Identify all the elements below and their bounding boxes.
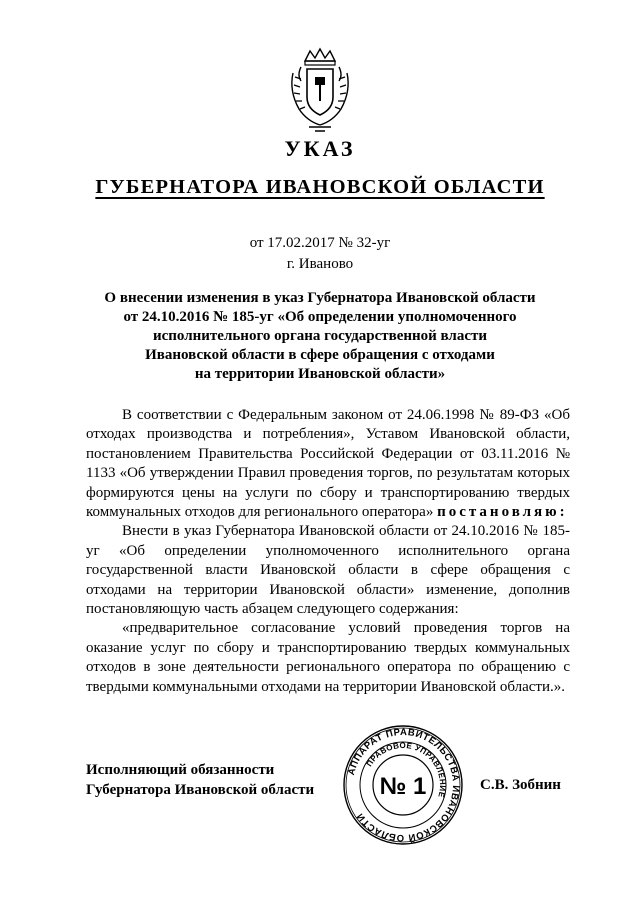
document-issuer: ГУБЕРНАТОРА ИВАНОВСКОЙ ОБЛАСТИ [95,176,545,198]
paragraph-preamble [86,406,570,522]
subject-line: исполнительного органа государственной власти [152,328,488,344]
document-body [86,406,570,697]
paragraph-amendment: Внести в указ Губернатора Ивановской области от 24.10.2016 № 185-уг «Об определении уполномоченного исполнительного органа государственной власти Ивановской области в сфере обращения с отходами на территории Ивановской области» изменение, дополнив постановляющую часть абзацем следующего содержания: [86,523,570,618]
subject-line: от 24.10.2016 № 185-уг «Об определении уполномоченного [123,309,517,325]
coat-of-arms-icon [285,47,355,133]
position-line: Исполняющий обязанности [86,762,275,778]
signatory-name: С.В. Зобнин [480,777,561,793]
official-stamp [342,724,464,846]
signatory-position [86,760,346,800]
city: г. Иваново [286,256,354,272]
subject-line: на территории Ивановской области» [194,366,446,382]
paragraph-quote: «предварительное согласование условий проведения торгов на оказание услуг по сбору и транспортированию твердых коммунальных отходов в зоне деятельности регионального оператора по обращению с твердыми коммунальными отходами на территории Ивановской области.». [86,620,570,695]
decree-word: постановляю: [437,504,568,521]
document-title: УКАЗ [284,136,356,161]
subject-heading [90,289,550,384]
date-number: от 17.02.2017 № 32-уг [249,235,391,251]
stamp-outer-text: АППАРАТ ПРАВИТЕЛЬСТВА ИВАНОВСКОЙ ОБЛАСТИ [346,726,462,844]
stamp-inner-text: ПРАВОВОЕ УПРАВЛЕНИЕ [364,740,448,799]
subject-line: Ивановской области в сфере обращения с отходами [145,347,495,363]
stamp-number: № 1 [379,773,427,800]
position-line: Губернатора Ивановской области [86,782,315,798]
preamble-text: В соответствии с Федеральным законом от 24.06.1998 № 89-ФЗ «Об отходах производства и потребления», Уставом Ивановской области, постановлением Правительства Российской Федерации от 03.11.2016 № 1133 «Об утверждении Правил проведения торгов, по результатам которых формируются цены на услуги по сбору и транспортированию твердых коммунальных отходов для регионального оператора» [86,407,570,521]
subject-line: О внесении изменения в указ Губернатора Ивановской области [104,290,536,306]
